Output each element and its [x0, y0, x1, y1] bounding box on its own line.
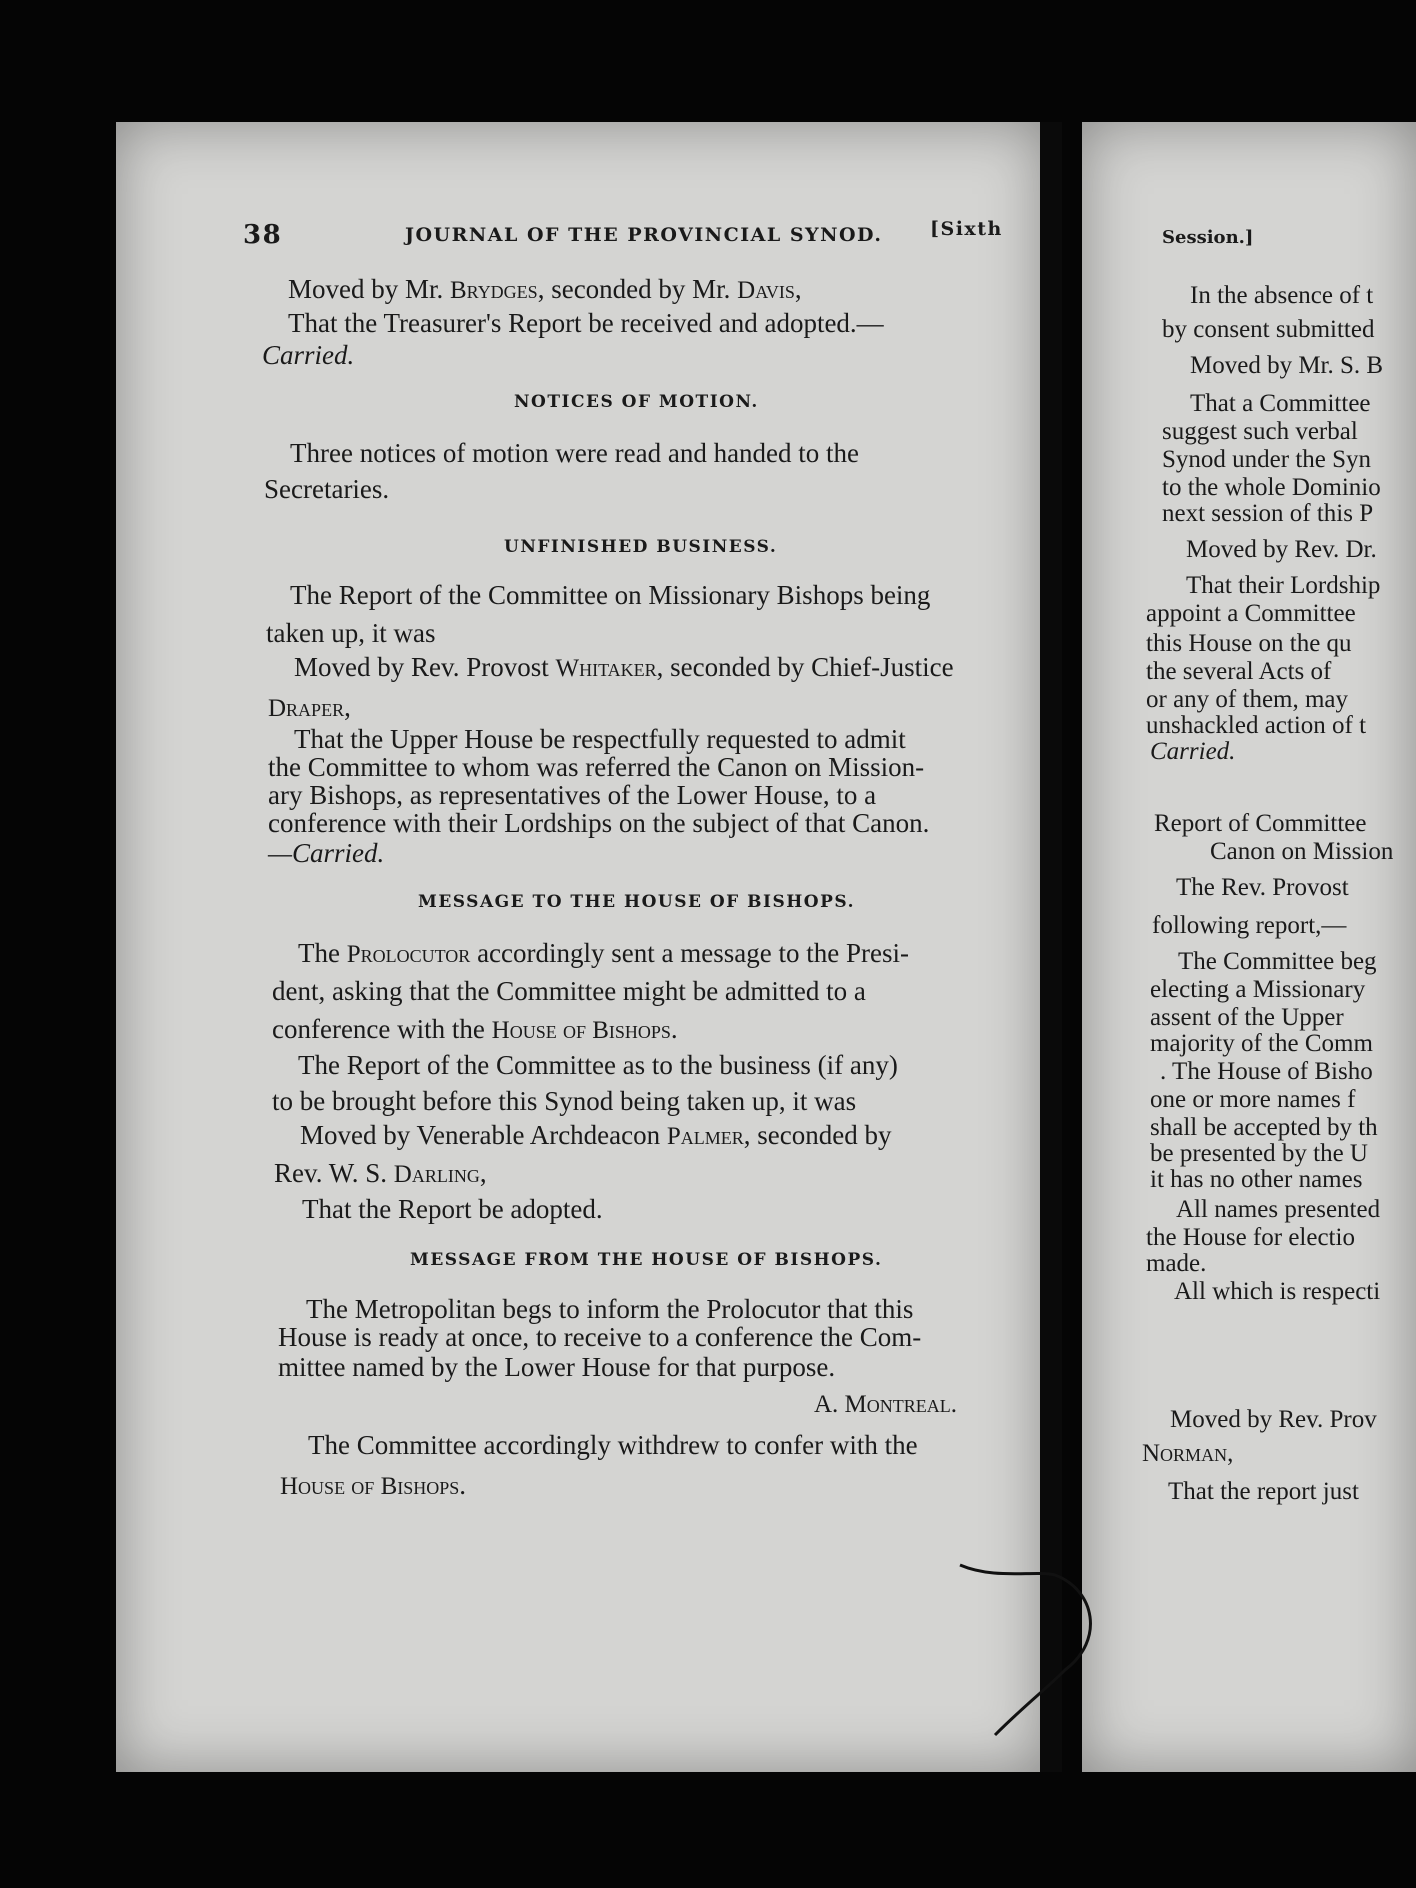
- right-line-8: next session of this P: [1162, 500, 1374, 527]
- text-line-8: Draper,: [268, 692, 351, 722]
- right-line-32: made.: [1146, 1250, 1207, 1277]
- text-line-6: taken up, it was: [266, 618, 436, 648]
- text-line-11: ary Bishops, as representatives of the Lower House, to a: [268, 780, 877, 810]
- right-line-18: Canon on Mission: [1210, 838, 1394, 865]
- text-line-7: Moved by Rev. Provost Whitaker, seconded by Chief-Justice: [294, 652, 954, 682]
- right-line-2: by consent submitted: [1162, 316, 1375, 343]
- text-line-18: Moved by Venerable Archdeacon Palmer, seconded by: [300, 1120, 892, 1150]
- text-line-17: to be brought before this Synod being taken up, it was: [272, 1086, 857, 1116]
- right-line-4: That a Committee: [1190, 390, 1371, 417]
- right-line-33: All which is respecti: [1174, 1278, 1381, 1305]
- right-line-14: or any of them, may: [1146, 686, 1349, 713]
- right-line-17: Report of Committee: [1154, 810, 1367, 837]
- running-head-section: [Sixth: [930, 218, 1003, 240]
- text-line-19: Rev. W. S. Darling,: [274, 1158, 487, 1188]
- heading-message-to-house: MESSAGE TO THE HOUSE OF BISHOPS.: [418, 892, 855, 912]
- right-line-11: appoint a Committee: [1146, 600, 1356, 627]
- text-line-22: House is ready at once, to receive to a conference the Com-: [278, 1322, 922, 1352]
- right-line-9: Moved by Rev. Dr.: [1186, 536, 1377, 563]
- carried-2: —Carried.: [268, 838, 385, 868]
- text-line-4: Secretaries.: [264, 474, 390, 504]
- text-line-16: The Report of the Committee as to the business (if any): [298, 1050, 898, 1080]
- right-line-21: The Committee beg: [1178, 948, 1377, 975]
- heading-notices-of-motion: NOTICES OF MOTION.: [514, 392, 759, 412]
- right-line-10: That their Lordship: [1186, 572, 1381, 599]
- right-line-20: following report,—: [1152, 912, 1347, 939]
- right-line-6: Synod under the Syn: [1162, 446, 1372, 473]
- right-line-25: . The House of Bisho: [1160, 1058, 1373, 1085]
- text-line-3: Three notices of motion were read and handed to the: [290, 438, 860, 468]
- right-line-24: majority of the Comm: [1150, 1030, 1373, 1057]
- right-running-head: Session.]: [1162, 227, 1254, 248]
- text-line-10: the Committee to whom was referred the Canon on Mission-: [268, 752, 925, 782]
- right-line-35: Norman,: [1142, 1440, 1234, 1467]
- right-line-12: this House on the qu: [1146, 630, 1352, 657]
- right-line-34: Moved by Rev. Prov: [1170, 1406, 1377, 1433]
- text-line-1: Moved by Mr. Brydges, seconded by Mr. Davis,: [288, 274, 802, 304]
- right-line-5: suggest such verbal: [1162, 418, 1358, 445]
- text-line-24: The Committee accordingly withdrew to confer with the: [308, 1430, 918, 1460]
- right-line-28: be presented by the U: [1150, 1140, 1368, 1167]
- right-line-23: assent of the Upper: [1150, 1004, 1344, 1031]
- right-line-27: shall be accepted by th: [1150, 1114, 1378, 1141]
- text-line-23: mittee named by the Lower House for that purpose.: [278, 1352, 836, 1382]
- page-gutter: [1040, 122, 1062, 1772]
- right-line-7: to the whole Dominio: [1162, 474, 1381, 501]
- running-head-title: JOURNAL OF THE PROVINCIAL SYNOD.: [405, 224, 883, 246]
- right-line-30: All names presented: [1176, 1196, 1381, 1223]
- right-line-13: the several Acts of: [1146, 658, 1332, 685]
- right-line-36: That the report just: [1168, 1478, 1359, 1505]
- right-line-15: unshackled action of t: [1146, 712, 1367, 739]
- text-line-2: That the Treasurer's Report be received and adopted.—: [288, 308, 884, 338]
- right-line-19: The Rev. Provost: [1176, 874, 1349, 901]
- text-line-25: House of Bishops.: [280, 1470, 467, 1500]
- text-line-9: That the Upper House be respectfully requested to admit: [294, 724, 906, 754]
- signature-montreal: A. Montreal.: [814, 1391, 958, 1418]
- text-line-5: The Report of the Committee on Missionary Bishops being: [290, 580, 931, 610]
- text-line-14: dent, asking that the Committee might be admitted to a: [272, 976, 866, 1006]
- right-line-31: the House for electio: [1146, 1224, 1355, 1251]
- right-line-29: it has no other names: [1150, 1166, 1363, 1193]
- pen-scribble-mark: [955, 1540, 1115, 1740]
- carried-1: Carried.: [262, 340, 355, 370]
- text-line-15: conference with the House of Bishops.: [272, 1014, 678, 1044]
- right-carried: Carried.: [1150, 738, 1236, 765]
- text-line-21: The Metropolitan begs to inform the Prolocutor that this: [306, 1294, 914, 1324]
- text-line-20: That the Report be adopted.: [302, 1194, 603, 1224]
- heading-unfinished-business: UNFINISHED BUSINESS.: [504, 537, 778, 557]
- right-line-26: one or more names f: [1150, 1086, 1356, 1113]
- right-line-22: electing a Missionary: [1150, 976, 1366, 1003]
- page-number: 38: [243, 220, 283, 250]
- text-line-13: The Prolocutor accordingly sent a message to the Presi-: [298, 938, 909, 968]
- right-line-3: Moved by Mr. S. B: [1190, 352, 1384, 379]
- text-line-12: conference with their Lordships on the subject of that Canon.: [268, 808, 930, 838]
- heading-message-from-house: MESSAGE FROM THE HOUSE OF BISHOPS.: [410, 1250, 883, 1270]
- right-line-1: In the absence of t: [1190, 282, 1374, 309]
